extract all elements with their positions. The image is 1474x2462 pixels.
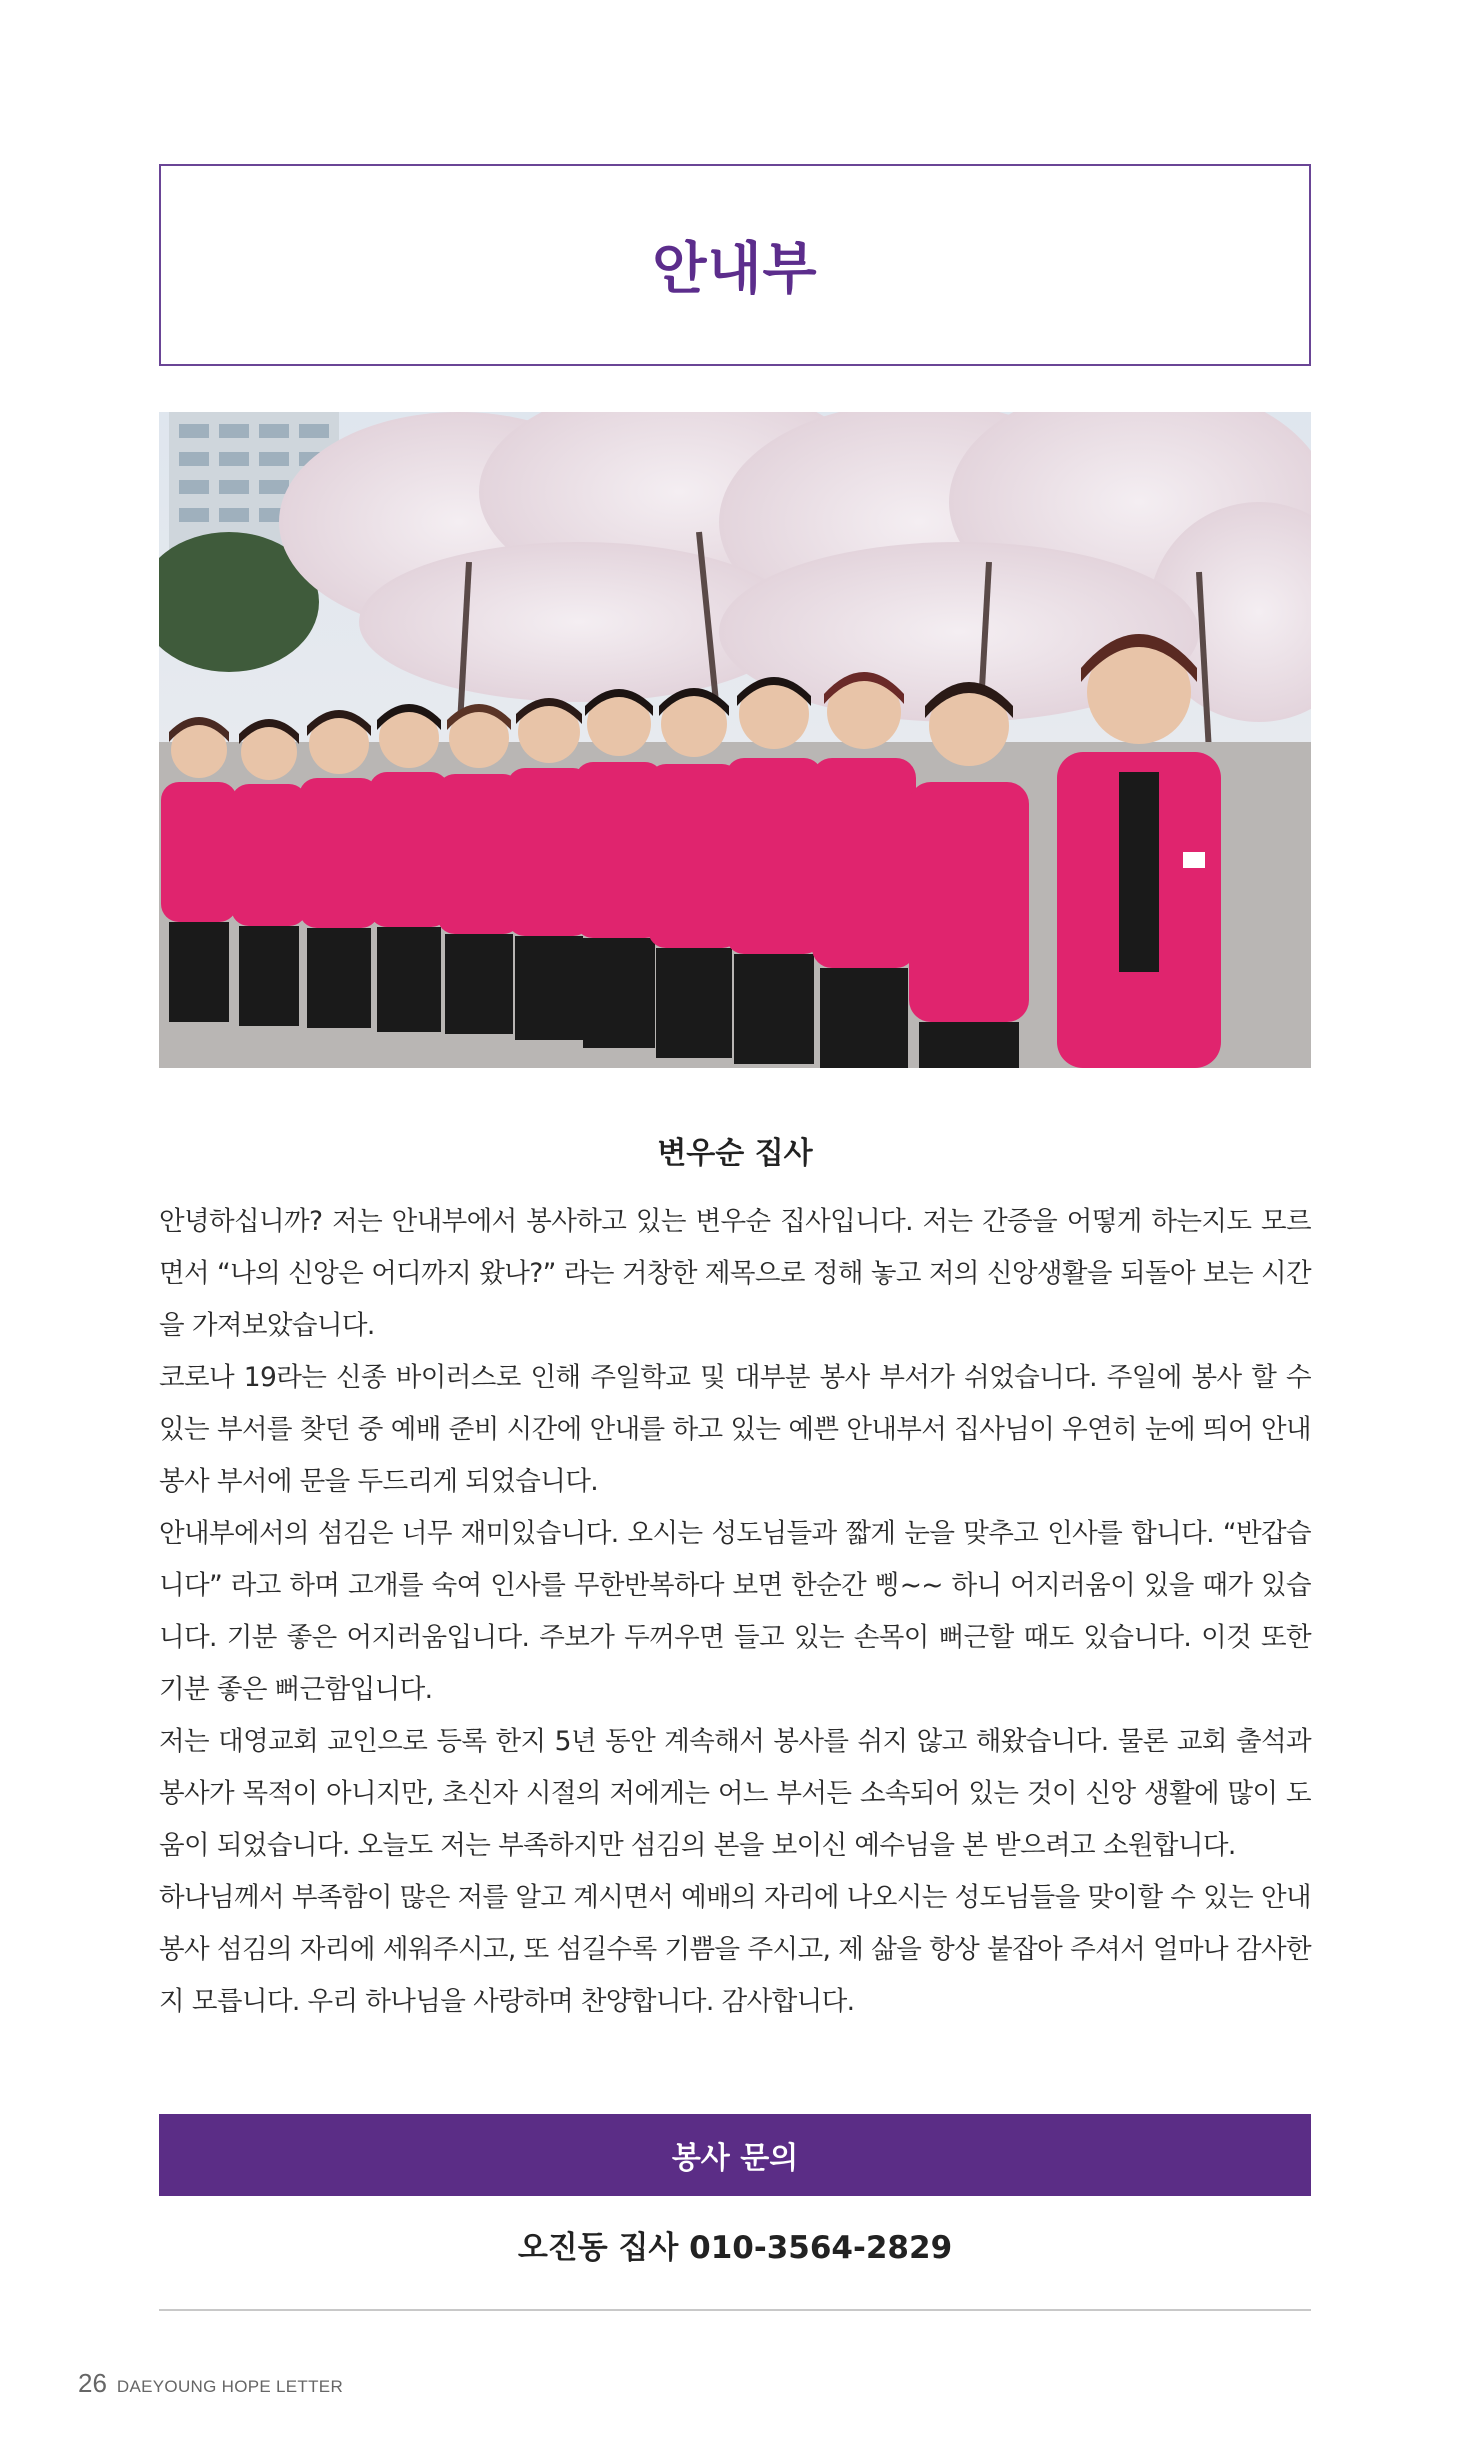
paragraph: 코로나 19라는 신종 바이러스로 인해 주일학교 및 대부분 봉사 부서가 쉬었습니다. 주일에 봉사 할 수 있는 부서를 찾던 중 예배 준비 시간에 안내를 하고 있는 예쁜 안내부서 집사님이 우연히 눈에 띄어 안내봉사 부서에 문을 두드리게 되었습니다. (159, 1362, 1311, 1497)
group-photo-icon (159, 412, 1311, 1068)
paragraph: 저는 대영교회 교인으로 등록 한지 5년 동안 계속해서 봉사를 쉬지 않고 해왔습니다. 물론 교회 출석과 봉사가 목적이 아니지만, 초신자 시절의 저에게는 어느 부서든 소속되어 있는 것이 신앙 생활에 많이 도움이 되었습니다. 오늘도 저는 부족하지만 섬김의 본을 보이신 예수님을 본 받으려고 소원합니다. (159, 1726, 1311, 1861)
title-box (159, 164, 1311, 366)
page-footer (78, 2368, 343, 2399)
paragraph: 하나님께서 부족함이 많은 저를 알고 계시면서 예배의 자리에 나오시는 성도님들을 맞이할 수 있는 안내 봉사 섬김의 자리에 세워주시고, 또 섬길수록 기쁨을 주시고, 제 삶을 항상 붙잡아 주셔서 얼마나 감사한지 모릅니다. 우리 하나님을 사랑하며 찬양합니다. 감사합니다. (159, 1882, 1311, 2017)
group-photo (159, 412, 1311, 1068)
inquiry-banner (159, 2114, 1311, 2196)
contact-info: 오진동 집사 010-3564-2829 (517, 2230, 953, 2266)
paragraph: 안녕하십니까? 저는 안내부에서 봉사하고 있는 변우순 집사입니다. 저는 간증을 어떻게 하는지도 모르면서 “나의 신앙은 어디까지 왔나?” 라는 거창한 제목으로 정해 놓고 저의 신앙생활을 되돌아 보는 시간을 가져보았습니다. (159, 1206, 1311, 1341)
paragraph: 안내부에서의 섬김은 너무 재미있습니다. 오시는 성도님들과 짧게 눈을 맞추고 인사를 합니다. “반갑습니다” 라고 하며 고개를 숙여 인사를 무한반복하다 보면 한순간 삥~~ 하니 어지러움이 있을 때가 있습니다. 기분 좋은 어지러움입니다. 주보가 두꺼우면 들고 있는 손목이 뻐근할 때도 있습니다. 이것 또한 기분 좋은 뻐근함입니다. (159, 1518, 1311, 1705)
publication-name: DAEYOUNG HOPE LETTER (116, 2377, 344, 2396)
page-title: 안내부 (652, 237, 818, 302)
article-body (159, 1196, 1311, 2028)
inquiry-label: 봉사 문의 (671, 2141, 799, 2176)
page-number: 26 (78, 2368, 107, 2398)
divider (159, 2309, 1311, 2311)
author-name: 변우순 집사 (657, 1136, 813, 1171)
